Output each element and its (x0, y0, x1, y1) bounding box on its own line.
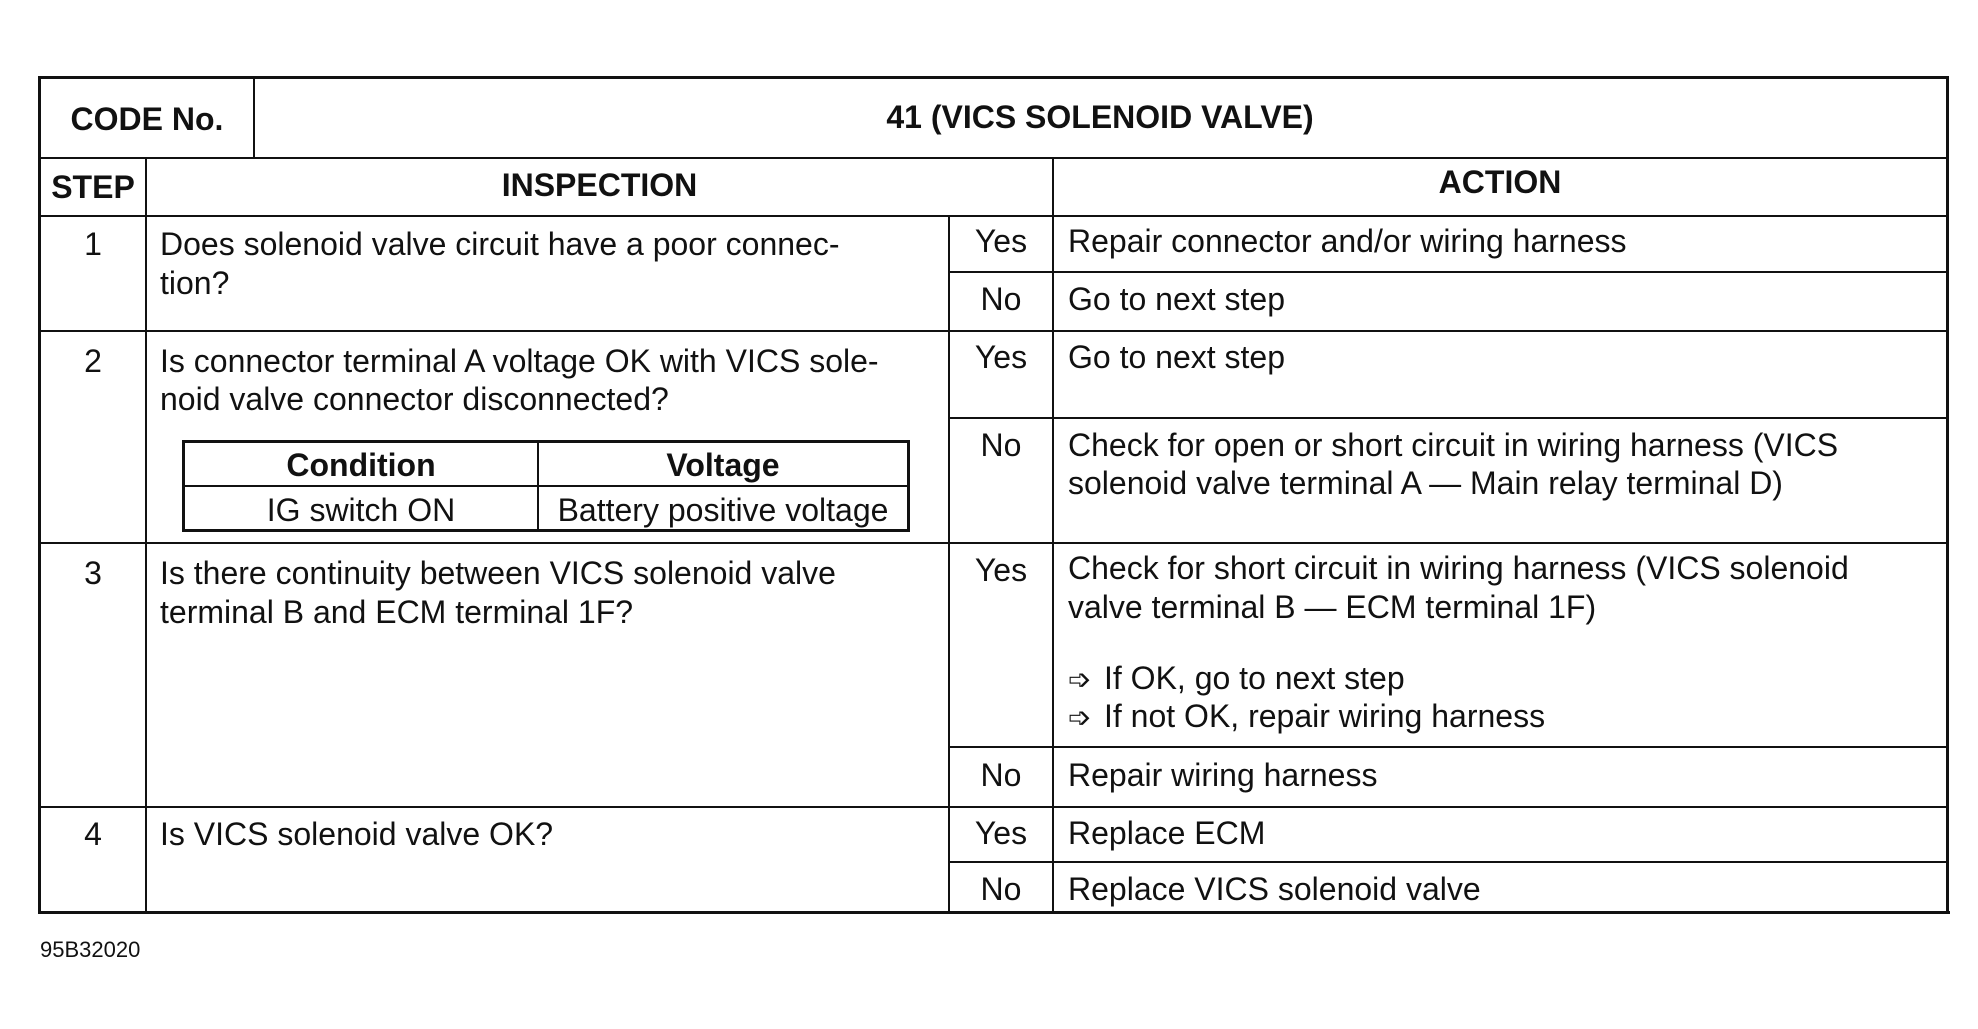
yes-label: Yes (974, 339, 1028, 375)
step3-yesno-divider (948, 746, 1948, 748)
no-label: No (980, 871, 1022, 907)
table-border-right (1946, 76, 1949, 914)
step2-row-divider (38, 542, 1948, 544)
step-column-line (145, 157, 147, 913)
inspection-text: Is connector terminal A voltage OK with VICS sole- (160, 343, 879, 379)
yes-bullet: ➩ If OK, go to next step (1068, 659, 1405, 699)
table-border-top (38, 76, 1948, 79)
action-column-header: ACTION (1438, 164, 1562, 200)
header-divider (38, 157, 1948, 159)
table-border-bottom (40, 911, 1950, 914)
hollow-arrow-icon: ➩ (1068, 664, 1092, 695)
inspection-text: noid valve connector disconnected? (160, 381, 669, 417)
subtable-border (182, 440, 909, 443)
no-action: solenoid valve terminal A — Main relay terminal D) (1068, 465, 1783, 501)
step-number: 3 (84, 555, 102, 591)
subtable-border (182, 485, 909, 487)
no-action: Repair wiring harness (1068, 757, 1378, 793)
no-action: Replace VICS solenoid valve (1068, 871, 1481, 907)
yes-action: valve terminal B — ECM terminal 1F) (1068, 589, 1597, 625)
hollow-arrow-icon: ➩ (1068, 702, 1092, 733)
step-number: 4 (84, 816, 102, 852)
no-action: Go to next step (1068, 281, 1286, 317)
yes-action: Replace ECM (1068, 815, 1266, 851)
figure-id: 95B32020 (40, 937, 141, 962)
inspection-text: terminal B and ECM terminal 1F? (160, 594, 634, 630)
yes-action: Check for short circuit in wiring harness (VICS solenoid (1068, 550, 1849, 586)
subtable-cell-condition: IG switch ON (266, 492, 456, 528)
no-label: No (980, 757, 1022, 793)
inspection-text: Does solenoid valve circuit have a poor connec- (160, 226, 840, 262)
no-label: No (980, 281, 1022, 317)
yes-label: Yes (974, 223, 1028, 259)
inspection-text: tion? (160, 265, 230, 301)
no-label: No (980, 427, 1022, 463)
yes-bullet: ➩ If not OK, repair wiring harness (1068, 697, 1545, 737)
inspection-text: Is there continuity between VICS solenoid valve (160, 555, 836, 591)
code-title: 41 (VICS SOLENOID VALVE) (886, 99, 1314, 135)
step3-row-divider (38, 806, 1948, 808)
no-action: Check for open or short circuit in wiring harness (VICS (1068, 427, 1839, 463)
step2-yesno-divider (948, 417, 1948, 419)
code-label: CODE No. (70, 101, 224, 137)
column-header-divider (38, 215, 1948, 217)
subtable-header-voltage: Voltage (666, 447, 780, 483)
step-column-header: STEP (51, 169, 135, 205)
subtable-border (182, 529, 909, 532)
yes-label: Yes (974, 552, 1028, 588)
step-number: 2 (84, 343, 102, 379)
subtable-border (907, 440, 910, 532)
yes-label: Yes (974, 815, 1028, 851)
yes-action: Go to next step (1068, 339, 1286, 375)
step1-yesno-divider (948, 271, 1948, 273)
step4-yesno-divider (948, 861, 1948, 863)
yes-action: Repair connector and/or wiring harness (1068, 223, 1627, 259)
step-number: 1 (84, 226, 102, 262)
inspection-text: Is VICS solenoid valve OK? (160, 816, 554, 852)
subtable-header-condition: Condition (286, 447, 436, 483)
subtable-cell-voltage: Battery positive voltage (557, 492, 889, 528)
step1-row-divider (38, 330, 1948, 332)
inspection-column-header: INSPECTION (501, 167, 698, 203)
